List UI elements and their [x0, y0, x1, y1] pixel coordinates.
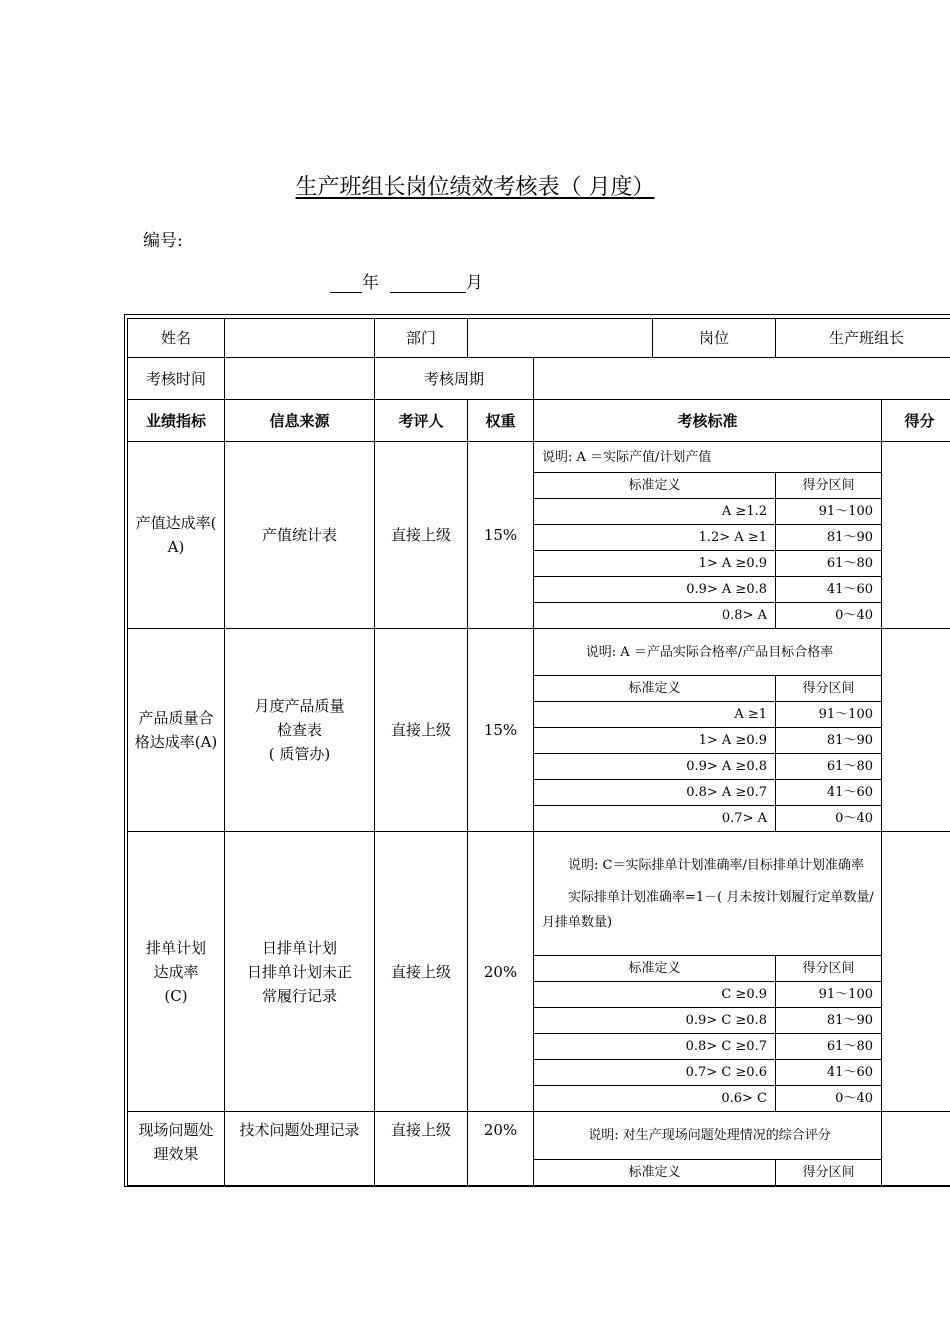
- indicator-source: 日排单计划 日排单计划未正 常履行记录: [225, 832, 375, 1112]
- indicator-note: 说明: A ＝产品实际合格率/产品目标合格率: [534, 629, 882, 676]
- period-label: 考核周期: [375, 358, 534, 400]
- score-cell[interactable]: [882, 442, 950, 629]
- rule-def: 0.7> A: [534, 806, 776, 832]
- name-label: 姓名: [128, 319, 225, 358]
- rule-range: 91～100: [776, 982, 882, 1008]
- dept-field[interactable]: [468, 319, 653, 358]
- post-value: 生产班组长: [776, 319, 950, 358]
- period-field[interactable]: [534, 358, 950, 400]
- indicator-weight: 15%: [468, 442, 534, 629]
- form-number-label: 编号:: [143, 231, 183, 251]
- indicator-reviewer: 直接上级: [375, 832, 468, 1112]
- col-header-reviewer: 考评人: [375, 400, 468, 442]
- table-row: [128, 1112, 950, 1160]
- rule-range: 41～60: [776, 1060, 882, 1086]
- score-range-header: 得分区间: [776, 956, 882, 982]
- rule-def: 0.9> A ≥0.8: [534, 577, 776, 603]
- header-row: [128, 400, 950, 442]
- rule-def: 0.8> A ≥0.7: [534, 780, 776, 806]
- col-header-indicator: 业绩指标: [128, 400, 225, 442]
- time-label: 考核时间: [128, 358, 225, 400]
- score-range-header: 得分区间: [776, 676, 882, 702]
- col-header-score: 得分: [882, 400, 950, 442]
- std-def-header: 标准定义: [534, 473, 776, 499]
- table-row: [128, 442, 950, 473]
- indicator-note: 说明: 对生产现场问题处理情况的综合评分: [534, 1112, 882, 1160]
- rule-def: 0.9> C ≥0.8: [534, 1008, 776, 1034]
- score-cell[interactable]: [882, 832, 950, 1112]
- indicator-name: 产品质量合格达成率(A): [128, 629, 225, 832]
- rule-range: 0～40: [776, 603, 882, 629]
- indicator-source: 产值统计表: [225, 442, 375, 629]
- info-row-1: [128, 319, 950, 358]
- rule-def: 0.8> C ≥0.7: [534, 1034, 776, 1060]
- indicator-source: 月度产品质量 检查表 ( 质管办): [225, 629, 375, 832]
- time-field[interactable]: [225, 358, 375, 400]
- indicator-name: 现场问题处理效果: [128, 1112, 225, 1186]
- rule-range: 61～80: [776, 551, 882, 577]
- rule-range: 61～80: [776, 754, 882, 780]
- rule-def: A ≥1: [534, 702, 776, 728]
- rule-range: 81～90: [776, 1008, 882, 1034]
- rule-def: 0.6> C: [534, 1086, 776, 1112]
- year-label: 年: [362, 273, 379, 293]
- rule-range: 61～80: [776, 1034, 882, 1060]
- indicator-name: 产值达成率( A): [128, 442, 225, 629]
- rule-def: 1> A ≥0.9: [534, 728, 776, 754]
- indicator-reviewer: 直接上级: [375, 629, 468, 832]
- indicator-weight: 15%: [468, 629, 534, 832]
- rule-def: 0.9> A ≥0.8: [534, 754, 776, 780]
- std-def-header: 标准定义: [534, 676, 776, 702]
- rule-range: 41～60: [776, 577, 882, 603]
- page-title: 生产班组长岗位绩效考核表（ 月度）: [295, 175, 655, 200]
- year-month-line: [330, 268, 483, 293]
- score-cell[interactable]: [882, 629, 950, 832]
- post-label: 岗位: [653, 319, 776, 358]
- indicator-source: 技术问题处理记录: [225, 1112, 375, 1186]
- indicator-note: 说明: C＝实际排单计划准确率/目标排单计划准确率 实际排单计划准确率=1－( 月未按计划履行定单数量/月排单数量): [534, 832, 882, 956]
- col-header-source: 信息来源: [225, 400, 375, 442]
- rule-range: 41～60: [776, 780, 882, 806]
- year-blank[interactable]: [330, 276, 362, 293]
- rule-def: C ≥0.9: [534, 982, 776, 1008]
- score-cell[interactable]: [882, 1112, 950, 1186]
- table-row: [128, 832, 950, 956]
- info-row-2: [128, 358, 950, 400]
- name-field[interactable]: [225, 319, 375, 358]
- score-range-header: 得分区间: [776, 1160, 882, 1186]
- rule-range: 81～90: [776, 728, 882, 754]
- rule-def: A ≥1.2: [534, 499, 776, 525]
- rule-range: 0～40: [776, 1086, 882, 1112]
- month-blank[interactable]: [390, 276, 466, 293]
- rule-range: 91～100: [776, 499, 882, 525]
- rule-def: 0.7> C ≥0.6: [534, 1060, 776, 1086]
- indicator-reviewer: 直接上级: [375, 442, 468, 629]
- rule-def: 0.8> A: [534, 603, 776, 629]
- indicator-note: 说明: A ＝实际产值/计划产值: [534, 442, 882, 473]
- rule-range: 81～90: [776, 525, 882, 551]
- assessment-table: [127, 318, 950, 1186]
- indicator-name: 排单计划 达成率 (C): [128, 832, 225, 1112]
- indicator-weight: 20%: [468, 832, 534, 1112]
- col-header-standard: 考核标准: [534, 400, 882, 442]
- col-header-weight: 权重: [468, 400, 534, 442]
- std-def-header: 标准定义: [534, 956, 776, 982]
- table-row: [128, 629, 950, 676]
- rule-def: 1.2> A ≥1: [534, 525, 776, 551]
- score-range-header: 得分区间: [776, 473, 882, 499]
- dept-label: 部门: [375, 319, 468, 358]
- indicator-weight: 20%: [468, 1112, 534, 1186]
- std-def-header: 标准定义: [534, 1160, 776, 1186]
- rule-range: 91～100: [776, 702, 882, 728]
- rule-def: 1> A ≥0.9: [534, 551, 776, 577]
- indicator-reviewer: 直接上级: [375, 1112, 468, 1186]
- rule-range: 0～40: [776, 806, 882, 832]
- month-label: 月: [465, 273, 483, 293]
